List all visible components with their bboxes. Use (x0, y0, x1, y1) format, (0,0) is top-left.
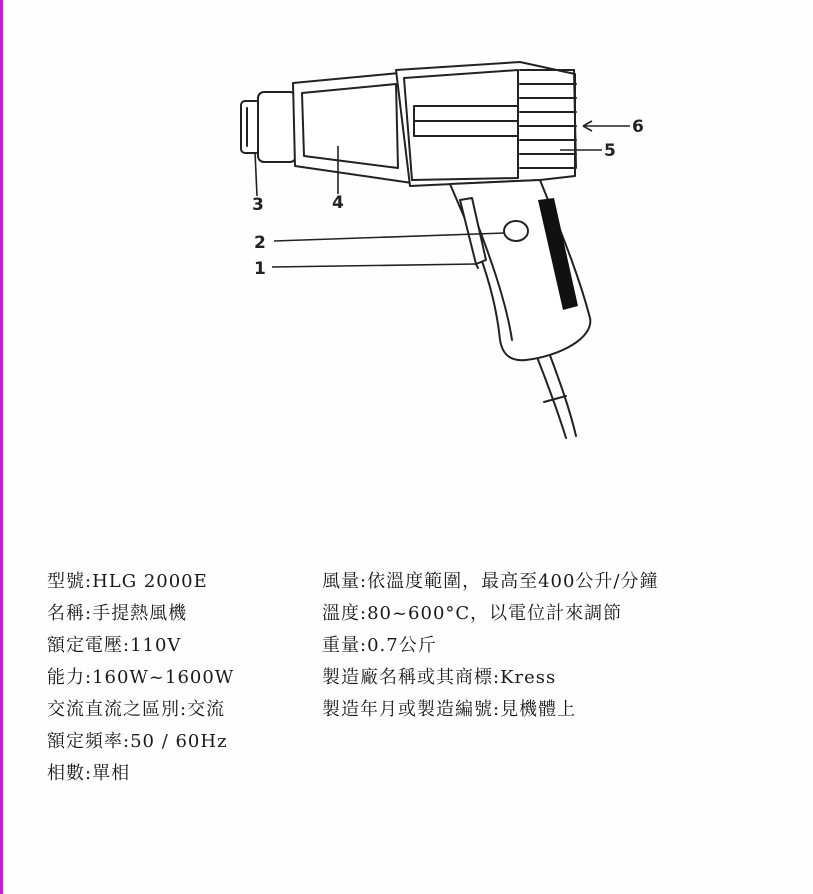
spec-manufacture-date: 製造年月或製造編號:見機體上 (322, 699, 577, 720)
spec-weight: 重量:0.7公斤 (322, 635, 437, 656)
callout-3: 3 (252, 195, 264, 215)
callout-5: 5 (604, 141, 616, 161)
nozzle-collar (258, 92, 296, 162)
callout-2: 2 (254, 233, 266, 253)
spec-rated-voltage: 額定電壓:110V (47, 635, 182, 656)
spec-temperature: 溫度:80~600°C，以電位計來調節 (322, 603, 623, 624)
spec-manufacturer: 製造廠名稱或其商標:Kress (322, 667, 557, 688)
leader-1 (272, 264, 476, 267)
potentiometer-knob (504, 221, 528, 241)
callout-4: 4 (332, 193, 344, 213)
spec-frequency: 額定頻率:50 / 60Hz (47, 731, 228, 752)
spec-list-right (322, 566, 658, 726)
spec-name: 名稱:手提熱風機 (47, 603, 188, 624)
spec-current-type: 交流直流之區別:交流 (47, 699, 226, 720)
power-cord (535, 352, 566, 438)
cord-strain-relief (544, 396, 566, 402)
leader-3 (255, 152, 257, 196)
trigger-lower (476, 264, 478, 268)
callout-1: 1 (254, 259, 266, 279)
callout-6: 6 (632, 117, 644, 137)
spec-list-left (47, 566, 234, 790)
spec-model: 型號:HLG 2000E (47, 571, 208, 592)
spec-power: 能力:160W~1600W (47, 667, 235, 688)
spec-airflow: 風量:依溫度範圍，最高至400公升/分鐘 (322, 571, 659, 592)
spec-phase: 相數:單相 (47, 763, 131, 784)
